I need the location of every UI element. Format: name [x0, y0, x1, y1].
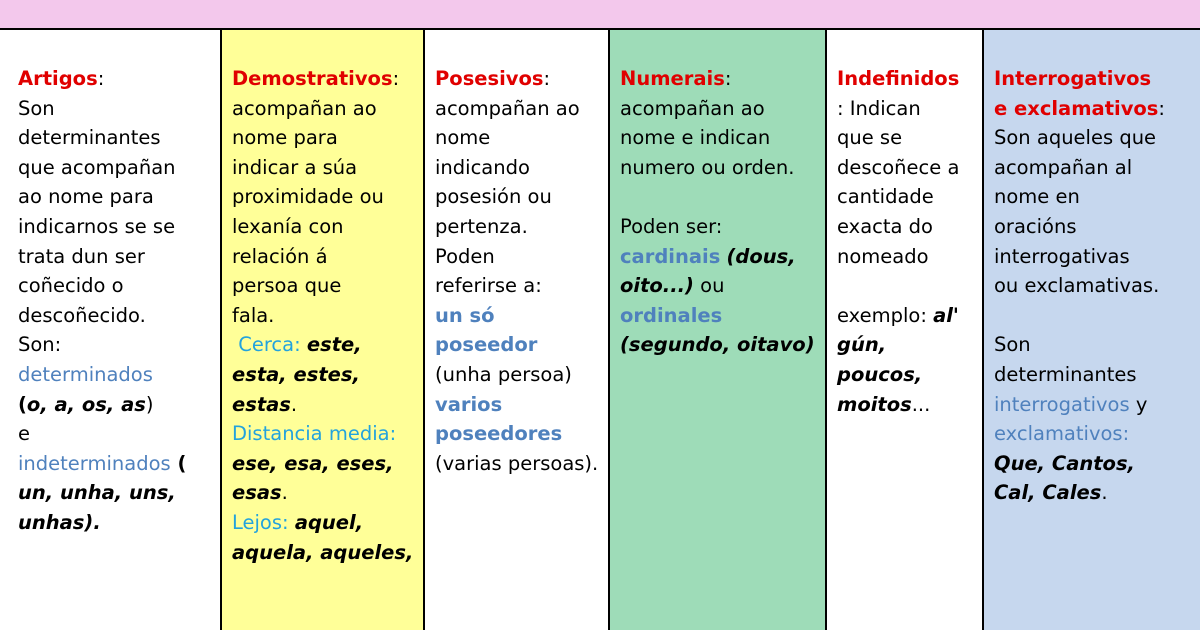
artigos-line: que acompañan: [18, 155, 176, 179]
column-interrogativos: [984, 30, 1200, 630]
interrogativos-title: Interrogativos: [994, 67, 1152, 90]
artigos-line: Son:: [18, 333, 62, 357]
numerais-ordinal-label: ordinales: [620, 303, 723, 327]
interrogativos-examples: Que, Cantos,: [994, 451, 1135, 475]
demostrativos-title-colon: :: [392, 67, 400, 90]
interrogativos-examples: Cal, Cales: [994, 481, 1102, 505]
numerais-line: acompañan ao: [620, 96, 765, 120]
indefinidos-example: poucos,: [837, 362, 923, 386]
indefinidos-line: : Indican: [837, 96, 921, 120]
column-demostrativos: [222, 30, 425, 630]
posesivos-line: referirse a:: [435, 274, 542, 298]
artigos-line: ao nome para: [18, 185, 154, 209]
posesivos-line: Poden: [435, 244, 495, 268]
demostrativos-line: lexanía con: [232, 214, 344, 238]
demostrativos-line: proximidade ou: [232, 185, 384, 209]
demostrativos-title: Demostrativos: [232, 67, 393, 90]
interrogativos-line: Son: [994, 333, 1031, 357]
demostrativos-distancia-examples: ese, esa, eses, esas: [232, 451, 394, 505]
interrogativos-line: determinantes: [994, 362, 1137, 386]
demostrativos-distancia-end: .: [281, 481, 288, 505]
numerais-spacer: [620, 182, 819, 212]
numerais-line: numero ou orden.: [620, 155, 795, 179]
posesivos-title-colon: :: [543, 67, 551, 90]
artigos-indeterminados-label: indeterminados: [18, 451, 171, 475]
interrogativos-line: interrogativas: [994, 244, 1130, 268]
artigos-title-colon: :: [97, 67, 105, 90]
interrogativos-line: oracións: [994, 214, 1077, 238]
column-artigos: [0, 30, 222, 630]
interrogativos-line: nome en: [994, 185, 1080, 209]
indefinidos-example: gún,: [837, 333, 887, 357]
table-header-band: [0, 0, 1200, 30]
posesivos-line: nome: [435, 126, 491, 150]
demostrativos-line: relación á: [232, 244, 328, 268]
posesivos-many-owners: varios poseedores: [435, 392, 563, 446]
interrogativos-exclam-label: exclamativos:: [994, 422, 1130, 446]
posesivos-line: acompañan ao: [435, 96, 580, 120]
indefinidos-line: que se: [837, 126, 903, 150]
artigos-line: trata dun ser: [18, 244, 145, 268]
indefinidos-line: descoñece a: [837, 155, 960, 179]
interrogativos-end: .: [1101, 481, 1108, 505]
interrogativos-conjunction: y: [1135, 392, 1148, 416]
posesivos-title: Posesivos: [435, 67, 544, 90]
artigos-determinados-label: determinados: [18, 362, 153, 386]
indefinidos-example: moitos: [837, 392, 912, 416]
numerais-line: Poden ser:: [620, 214, 723, 238]
numerais-cardinal-examples: (dous, oito...): [620, 244, 796, 298]
demostrativos-cerca-label: Cerca:: [238, 333, 301, 357]
indefinidos-example-end: ...: [911, 392, 931, 416]
indefinidos-spacer: [837, 271, 976, 301]
demostrativos-cerca-examples: este, esta, estes, estas: [232, 333, 362, 416]
numerais-conjunction: ou: [700, 274, 725, 298]
posesivos-line: indicando: [435, 155, 530, 179]
numerais-title-colon: :: [724, 67, 732, 90]
posesivos-line: posesión ou: [435, 185, 552, 209]
interrogativos-line: acompañan al: [994, 155, 1133, 179]
interrogativos-line: Son aqueles que: [994, 126, 1157, 150]
numerais-cardinal-label: cardinais: [620, 244, 721, 268]
column-indefinidos: [827, 30, 984, 630]
artigos-det-paren: (: [18, 392, 27, 416]
interrogativos-line: ou exclamativas.: [994, 274, 1160, 298]
interrogativos-title-2: e exclamativos: [994, 96, 1159, 120]
interrogativos-interrog-label: interrogativos: [994, 392, 1130, 416]
indefinidos-title: Indefinidos: [837, 67, 960, 90]
artigos-indeterminados-examples: un, unha, uns, unhas).: [18, 481, 176, 534]
numerais-ordinal-examples: (segundo, oitavo): [620, 333, 815, 357]
indefinidos-line: cantidade: [837, 185, 934, 209]
demostrativos-lejos-label: Lejos:: [232, 510, 289, 534]
artigos-det-paren-close: ): [145, 392, 154, 416]
artigos-line: descoñecido.: [18, 303, 146, 327]
demostrativos-line: nome para: [232, 126, 338, 150]
posesivos-many-owners-note: (varias persoas).: [435, 451, 599, 475]
artigos-line: coñecido o: [18, 274, 124, 298]
indefinidos-example-label: exemplo:: [837, 303, 927, 327]
artigos-title: Artigos: [18, 67, 98, 90]
artigos-line: determinantes: [18, 126, 161, 150]
indefinidos-line: nomeado: [837, 244, 929, 268]
artigos-line: Son: [18, 96, 55, 120]
demostrativos-line: indicar a súa: [232, 155, 358, 179]
demostrativos-cerca-end: .: [290, 392, 298, 416]
posesivos-one-owner-note: (unha persoa): [435, 362, 572, 386]
artigos-conjunction: e: [18, 422, 30, 446]
demostrativos-line: acompañan ao: [232, 96, 377, 120]
artigos-line: indicarnos se se: [18, 214, 176, 238]
column-numerais: [610, 30, 827, 630]
posesivos-line: pertenza.: [435, 214, 528, 238]
demostrativos-distancia-label: Distancia media:: [232, 422, 397, 446]
numerais-line: nome e indican: [620, 126, 771, 150]
posesivos-one-owner: un só poseedor: [435, 303, 538, 357]
demostrativos-line: fala.: [232, 303, 275, 327]
column-posesivos: [425, 30, 610, 630]
interrogativos-title-colon: :: [1158, 96, 1165, 120]
indefinidos-example: al': [933, 303, 959, 327]
demostrativos-lejos-examples: aquel, aquela, aqueles,: [232, 510, 414, 564]
artigos-determinados-examples: o, a, os, as: [26, 392, 146, 416]
numerais-title: Numerais: [620, 67, 725, 90]
artigos-indet-paren: (: [170, 451, 187, 475]
demostrativos-line: persoa que: [232, 274, 342, 298]
interrogativos-spacer: [994, 301, 1194, 331]
indefinidos-line: exacta do: [837, 214, 933, 238]
